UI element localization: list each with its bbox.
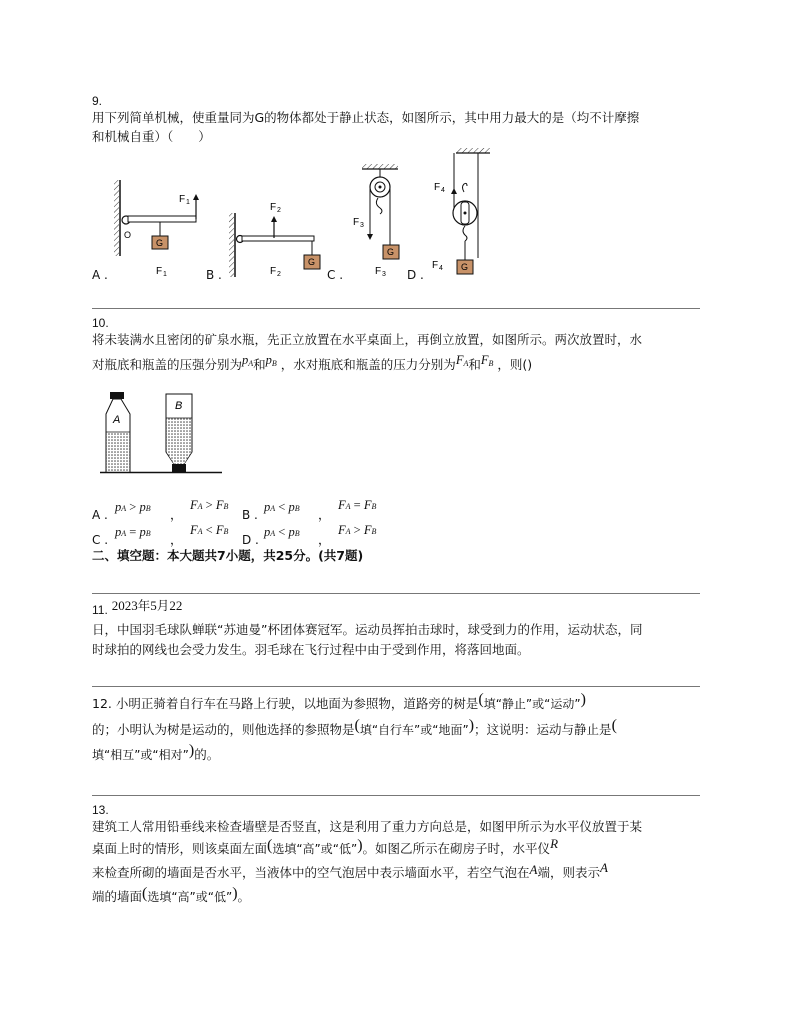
q10-stem-line2: 对瓶底和瓶盖的压强分别为$p^A$和$p^B$ ，水对瓶底和瓶盖的压力分别为$F^A$和$F^B$ ，则() [92,353,533,372]
q10-option-c-p: pA = pB [115,525,151,539]
q9-figure-b [229,202,320,278]
q12-line3: 填“相互”或“相对”)的。 [92,742,220,762]
q10-option-b-p: pA < pB [264,500,300,514]
q9-a-weight: G [156,238,164,248]
svg-text:3: 3 [360,222,364,229]
q9-d-force-label: F [434,182,441,193]
section-2-heading: 二、填空题：本大题共7小题，共25分。(共7题) [92,548,364,563]
q10-option-c[interactable]: C . [92,533,109,547]
svg-text:4: 4 [439,265,443,272]
svg-text:2: 2 [277,271,281,278]
q10-option-c-f: FA < FB [190,523,229,537]
q9-a-force-label: F [179,194,186,205]
q10-figure [96,388,226,478]
q9-stem-line1: 用下列简单机械，使重量同为G的物体都处于静止状态，如图所示，其中用力最大的是（均不计摩擦 [92,110,640,125]
q10-bottle-b [166,394,192,472]
q9-option-b[interactable]: B . [206,268,222,282]
svg-text:F: F [270,266,277,277]
svg-text:4: 4 [441,187,445,194]
q9-option-d[interactable]: D . [407,268,424,282]
q9-c-weight: G [387,247,395,257]
q9-figure-a [114,180,199,278]
q10-option-d-f: FA > FB [338,523,377,537]
q10-option-a-p: pA > pB [115,500,151,514]
divider-3 [92,686,700,687]
q10-number: 10. [92,316,109,330]
svg-text:F: F [156,266,163,277]
divider-1 [92,308,700,309]
svg-text:2: 2 [277,207,281,214]
q9-d-weight: G [461,262,469,272]
svg-text:F: F [375,266,382,277]
q10-figure-svg [96,388,226,478]
divider-2 [92,593,700,594]
q13-line4: 端的墙面(选填“高”或“低”)。 [92,885,251,904]
q9-number: 9. [92,94,103,108]
divider-4 [92,795,700,796]
q11-line3: 时球拍的网线也会受力发生。羽毛球在飞行过程中由于受到作用，将落回地面。 [92,642,530,657]
q9-option-c[interactable]: C . [327,268,344,282]
q9-figure [90,140,490,285]
q10-option-a-comma: ， [170,507,183,522]
svg-text:F: F [432,260,439,271]
q9-c-force-label: F [353,217,360,228]
q9-figure-svg [90,140,490,285]
q9-figure-d [432,148,490,274]
q12-line1: 12. 小明正骑着自行车在马路上行驶，以地面为参照物，道路旁的树是(填“静止”或“运动”) [92,691,586,711]
q10-option-b[interactable]: B . [242,508,258,522]
q10-bottle-a-label: A [113,414,121,426]
q13-number: 13. [92,803,109,817]
svg-text:3: 3 [382,271,386,278]
q10-stem-line1: 将未装满水且密闭的矿泉水瓶，先正立放置在水平桌面上，再倒立放置，如图所示。两次放置时，水 [92,332,643,347]
q9-b-force-label: F [270,202,277,213]
q10-option-c-comma: ， [170,532,183,547]
q9-b-weight: G [308,257,316,267]
q13-line1: 建筑工人常用铅垂线来检查墙壁是否竖直，这是利用了重力方向总是，如图甲所示为水平仪放置于某 [92,819,643,834]
q10-option-d[interactable]: D . [242,533,259,547]
q10-option-a-f: FA > FB [190,498,229,512]
q13-line3: 来检查所砌的墙面是否水平，当液体中的空气泡居中表示墙面水平，若空气泡在A端，则表示A [92,860,608,880]
svg-text:1: 1 [163,271,167,278]
svg-text:1: 1 [186,199,190,206]
q10-option-d-comma: ， [318,532,331,547]
q11-line1: 11. 2023年5月22 [92,598,183,617]
q9-option-a[interactable]: A . [92,268,108,282]
q11-line2: 日，中国羽毛球队蝉联“苏迪曼”杯团体赛冠军。运动员挥拍击球时，球受到力的作用，运动状态，同 [92,622,643,637]
q10-bottle-b-label: B [175,400,183,412]
q10-option-d-p: pA < pB [264,525,300,539]
q10-option-b-f: FA = FB [338,498,377,512]
q9-a-pivot-label: O [124,230,132,240]
q10-option-a[interactable]: A . [92,508,108,522]
q12-line2: 的；小明认为树是运动的，则他选择的参照物是(填“自行车”或“地面”)；这说明：运动与静止是( [92,717,617,737]
q13-line2: 桌面上时的情形，则该桌面左面(选填“高”或“低”)。如图乙所示在砌房子时，水平仪R [92,836,559,856]
q9-stem-line2: 和机械自重）（ ） [92,129,211,144]
q9-figure-c [353,164,399,278]
q10-option-b-comma: ， [318,507,331,522]
q10-bottle-a [106,392,130,472]
